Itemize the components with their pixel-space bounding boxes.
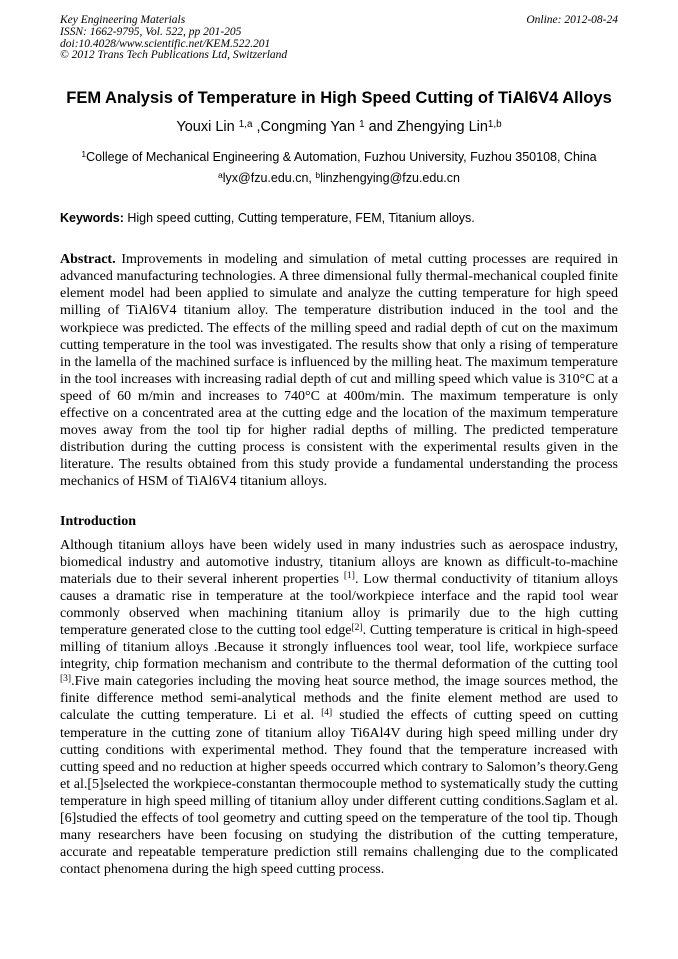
- emails-line: $^a$lyx@fzu.edu.cn, $^b$linzhengying@fzu.edu.cn: [218, 170, 460, 186]
- introduction-paragraph: Although titanium alloys have been widely used in many industries such as aerospace industry, biomedical industry and automotive industry, titanium alloys are known as difficult-to-machine materials due to their several inherent properties [1]. Low thermal conductivity of titanium alloys causes a dramatic rise in temperature at the tool/workpiece interface and the rapid tool wear commonly observed when machining titanium alloy is primarily due to the high cutting temperature generated close to the cutting tool edge[2]. Cutting temperature is critical in high-speed milling of titanium alloys .Because it strongly influences tool wear, tool life, workpiece surface integrity, chip formation mechanism and contribute to the thermal deformation of the cutting tool [3].Five main categories including the moving heat source method, the image sources method, the finite difference method semi-analytical methods and the finite element method are used to calculate the cutting temperature. Li et al. [4] studied the effects of cutting speed on cutting temperature in the cutting zone of titanium alloy Ti6Al4V during high speed milling under dry cutting conditions with experimental method. They found that the temperature increased with cutting speed and no reduction at higher speeds occurred which contrary to Salomon’s theory.Geng et al.[5]selected the workpiece-constantan thermocouple method to systematically study the cutting temperature in high speed milling of titanium alloy under different cutting conditions.Saglam et al.[6]studied the effects of tool geometry and cutting speed on the temperature of the tool tip. Though many researchers have been focusing on studying the distribution of the cutting temperature, accurate and repeatable temperature prediction still remains challenging due to the complicated contact phenomena during the high speed cutting process.: [60, 537, 619, 878]
- section-heading-introduction: Introduction: [60, 513, 136, 529]
- online-date: Online: 2012-08-24: [526, 14, 618, 26]
- doi-line: doi:10.4028/www.scientific.net/KEM.522.201: [60, 37, 271, 50]
- issn-line: ISSN: 1662-9795, Vol. 522, pp 201-205: [60, 25, 242, 38]
- keywords-line: Keywords: High speed cutting, Cutting temperature, FEM, Titanium alloys.: [60, 211, 475, 226]
- abstract-paragraph: Abstract. Improvements in modeling and simulation of metal cutting processes are required in advanced manufacturing technologies. A three dimensional fully thermal-mechanical coupled finite element model had been applied to simulate and analyze the cutting temperature for high speed milling of TiAl6V4 titanium alloy. The temperature distribution induced in the tool and the workpiece was predicted. The effects of the milling speed and radial depth of cut on the maximum cutting temperature in the tool was investigated. The results show that only a rising of temperature in the lamella of the machined surface is influenced by the milling heat. The maximum temperature in the tool increases with increasing radial depth of cut and milling speed which value is 310°C at a speed of 60 m/min and increases to 740°C at 400m/min. The maximum temperature is only effective on a concentrated area at the cutting edge and the location of the maximum temperature moves away from the tool tip for higher radial depths of milling. The predicted temperature distribution during the cutting process is consistent with the experimental results given in the literature. The results obtained from this study provide a fundamental understanding the process mechanics of HSM of TiAl6V4 titanium alloys.: [60, 252, 618, 490]
- copyright-line: © 2012 Trans Tech Publications Ltd, Switzerland: [60, 49, 288, 62]
- journal-name: Key Engineering Materials: [60, 14, 186, 26]
- authors-line: Youxi Lin $^{1,a}$ ,Congming Yan $^1$ and Zhengying Lin$^{1,b}$: [176, 118, 502, 136]
- journal-header: [60, 15, 618, 62]
- paper-title: FEM Analysis of Temperature in High Speed Cutting of TiAl6V4 Alloys: [66, 89, 612, 108]
- journal-header-left: [60, 15, 287, 62]
- affiliation-line: $^1$College of Mechanical Engineering & Automation, Fuzhou University, Fuzhou 350108, China: [81, 149, 597, 165]
